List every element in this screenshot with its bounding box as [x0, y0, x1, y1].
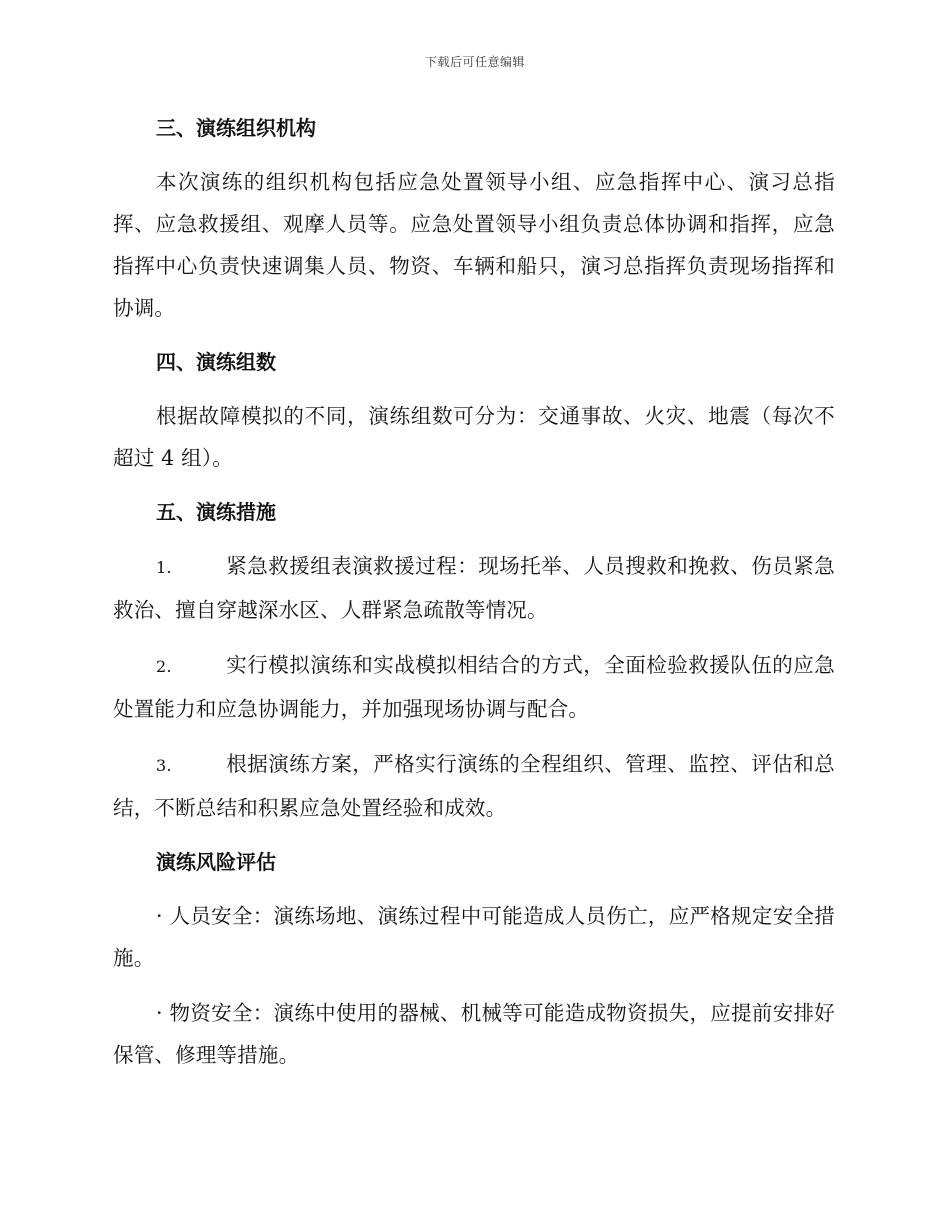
section-heading-risk-assessment: 演练风险评估 [156, 850, 276, 874]
measure-item-number: 1. [156, 558, 172, 577]
section-heading-measures: 五、演练措施 [156, 500, 276, 524]
measure-item-number: 3. [156, 756, 172, 775]
measure-item-1 [113, 545, 835, 631]
page-header: 下载后可任意编辑 [424, 55, 525, 69]
measure-item-2 [113, 644, 835, 730]
measure-item-text: 实行模拟演练和实战模拟相结合的方式，全面检验救援队伍的应急处置能力和应急协调能力，并加强现场协调与配合。 [113, 653, 835, 721]
measure-item-3 [113, 743, 835, 829]
measure-item-text: 根据演练方案，严格实行演练的全程组织、管理、监控、评估和总结，不断总结和积累应急处置经验和成效。 [113, 752, 835, 820]
section-paragraph-group-count: 根据故障模拟的不同，演练组数可分为：交通事故、火灾、地震（每次不超过 4 组）。 [113, 404, 835, 470]
measure-item-text: 紧急救援组表演救援过程：现场托举、人员搜救和挽救、伤员紧急救治、擅自穿越深水区、人群紧急疏散等情况。 [113, 554, 835, 622]
document-body [113, 108, 835, 1089]
section-heading-organization: 三、演练组织机构 [156, 116, 316, 140]
risk-bullet-materials: · 物资安全：演练中使用的器械、机械等可能造成物资损失，应提前安排好保管、修理等措施。 [113, 1001, 835, 1067]
section-paragraph-organization: 本次演练的组织机构包括应急处置领导小组、应急指挥中心、演习总指挥、应急救援组、观摩人员等。应急处置领导小组负责总体协调和指挥，应急指挥中心负责快速调集人员、物资、车辆和船只，演习总指挥负责现场指挥和协调。 [113, 170, 835, 320]
measure-item-number: 2. [156, 657, 172, 676]
risk-bullet-personnel: · 人员安全：演练场地、演练过程中可能造成人员伤亡，应严格规定安全措施。 [113, 904, 835, 970]
section-heading-group-count: 四、演练组数 [156, 350, 276, 374]
